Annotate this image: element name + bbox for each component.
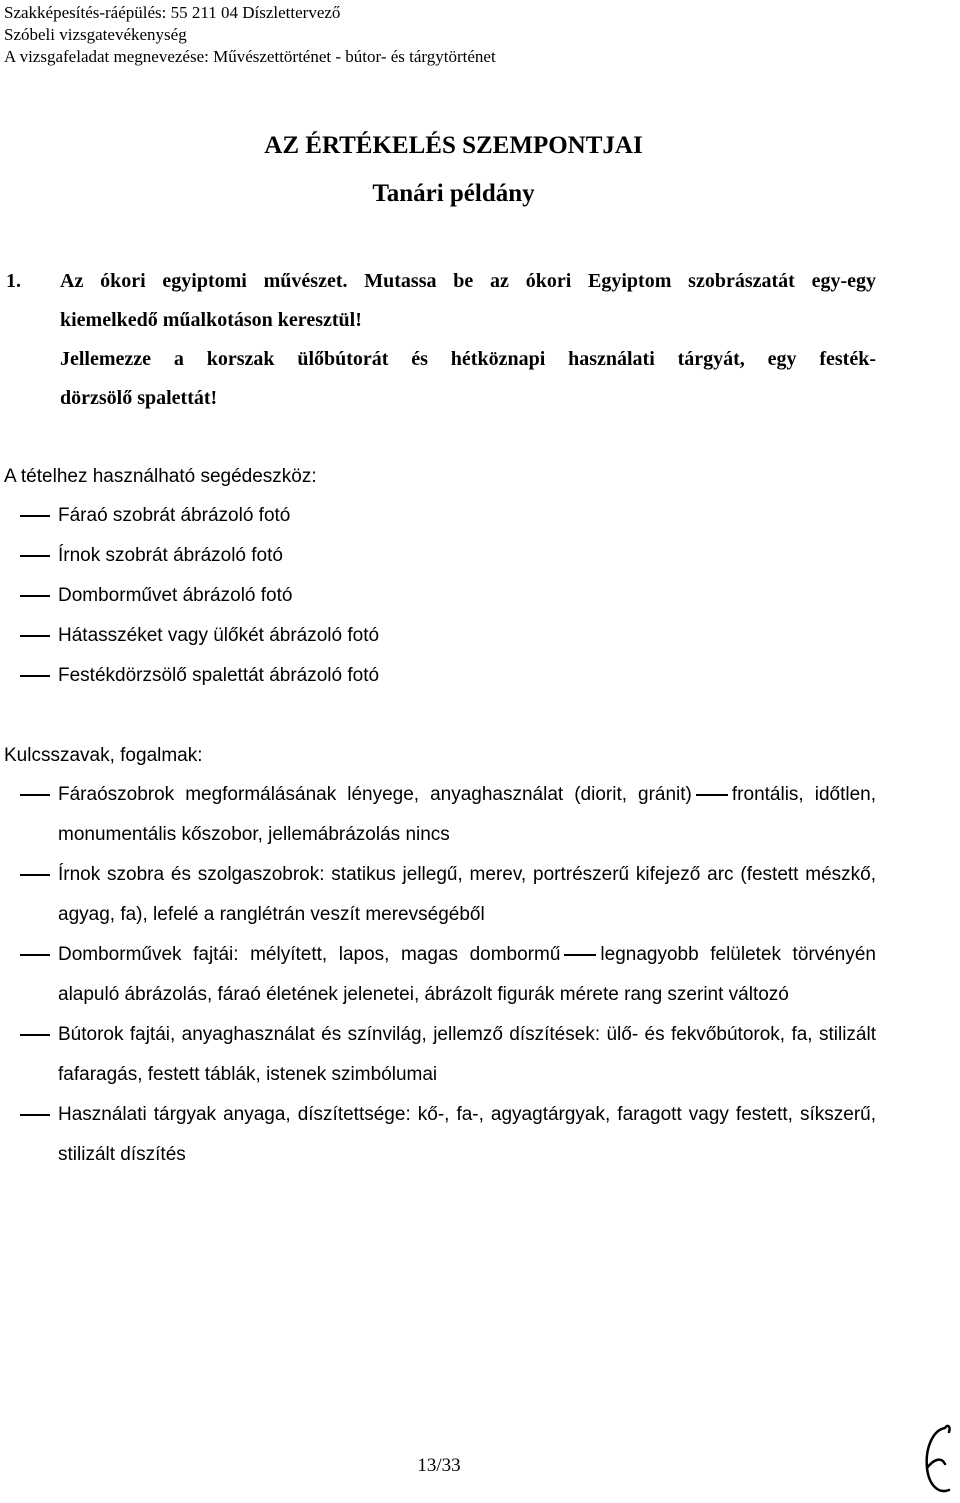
- list-item: [20, 1095, 876, 1175]
- task-line: kiemelkedő műalkotáson keresztül!: [60, 309, 362, 331]
- dash-bullet: [20, 555, 50, 557]
- document-header: [4, 2, 496, 68]
- tools-heading: A tételhez használható segédeszköz:: [4, 466, 317, 487]
- task-line: Jellemezze a korszak ülőbútorát és hétköznapi használati tárgyát, egy festék-: [60, 348, 876, 370]
- task-question: [6, 262, 876, 418]
- list-item-text: Használati tárgyak anyaga, díszítettsége: kő-, fa-, agyagtárgyak, faragott vagy festett, síkszerű, stilizált díszítés: [58, 1104, 876, 1165]
- list-item-text: frontális, időtlen, monumentális kőszobor, jellemábrázolás nincs: [58, 784, 876, 845]
- tools-list: [20, 496, 876, 696]
- list-item: [20, 1015, 876, 1095]
- page-number: 13/33: [417, 1455, 461, 1476]
- list-item-text: Domborművet ábrázoló fotó: [58, 585, 293, 606]
- dash-bullet: [20, 595, 50, 597]
- list-item-text: Írnok szobra és szolgaszobrok: statikus jellegű, merev, portrészerű kifejező arc (festett mészkő, agyag, fa), lefelé a ranglétrán veszít merevségéből: [58, 864, 876, 925]
- task-number: 1.: [6, 270, 21, 292]
- list-item: [20, 536, 876, 576]
- list-item: [20, 656, 876, 696]
- page-subtitle: Tanári példány: [372, 180, 535, 207]
- list-item: [20, 775, 876, 855]
- page-title: AZ ÉRTÉKELÉS SZEMPONTJAI: [264, 132, 643, 159]
- list-item-text: Írnok szobrát ábrázoló fotó: [58, 545, 283, 566]
- task-line: Az ókori egyiptomi művészet. Mutassa be az ókori Egyiptom szobrászatát egy-egy: [60, 270, 876, 292]
- list-item: [20, 496, 876, 536]
- dash-bullet: [20, 794, 50, 796]
- dash-bullet: [20, 1034, 50, 1036]
- list-item-text: Bútorok fajtái, anyaghasználat és színvilág, jellemző díszítések: ülő- és fekvőbútorok, fa, stilizált fafaragás, festett táblák, istenek szimbólumai: [58, 1024, 876, 1085]
- dash-bullet: [20, 675, 50, 677]
- header-exam-activity: Szóbeli vizsgatevékenység: [4, 25, 187, 44]
- dash-bullet: [20, 635, 50, 637]
- list-item: [20, 616, 876, 656]
- list-item-text: Fáraó szobrát ábrázoló fotó: [58, 505, 291, 526]
- list-item-text: Domborművek fajtái: mélyített, lapos, magas dombormű: [58, 944, 561, 965]
- keywords-heading: Kulcsszavak, fogalmak:: [4, 745, 203, 766]
- keywords-list: [20, 775, 876, 1175]
- task-line: dörzsölő spalettát!: [60, 387, 218, 409]
- dash-bullet: [20, 1114, 50, 1116]
- list-item-text: Hátasszéket vagy ülőkét ábrázoló fotó: [58, 625, 380, 646]
- list-item: [20, 855, 876, 935]
- dash-bullet: [20, 954, 50, 956]
- list-item: [20, 935, 876, 1015]
- list-item-text: Fáraószobrok megformálásának lényege, anyaghasználat (diorit, gránit): [58, 784, 692, 805]
- list-item: [20, 576, 876, 616]
- inline-dash: [696, 794, 728, 796]
- signature-mark: [915, 1420, 957, 1500]
- header-task-name: A vizsgafeladat megnevezése: Művészettörténet - bútor- és tárgytörténet: [4, 47, 496, 66]
- list-item-text: legnagyobb felületek törvényén alapuló ábrázolás, fáraó életének jelenetei, ábrázolt figurák mérete rang szerint változó: [58, 944, 876, 1005]
- dash-bullet: [20, 515, 50, 517]
- header-qualification: Szakképesítés-ráépülés: 55 211 04 Díszlettervező: [4, 3, 341, 22]
- list-item-text: Festékdörzsölő spalettát ábrázoló fotó: [58, 665, 380, 686]
- dash-bullet: [20, 874, 50, 876]
- inline-dash: [564, 954, 596, 956]
